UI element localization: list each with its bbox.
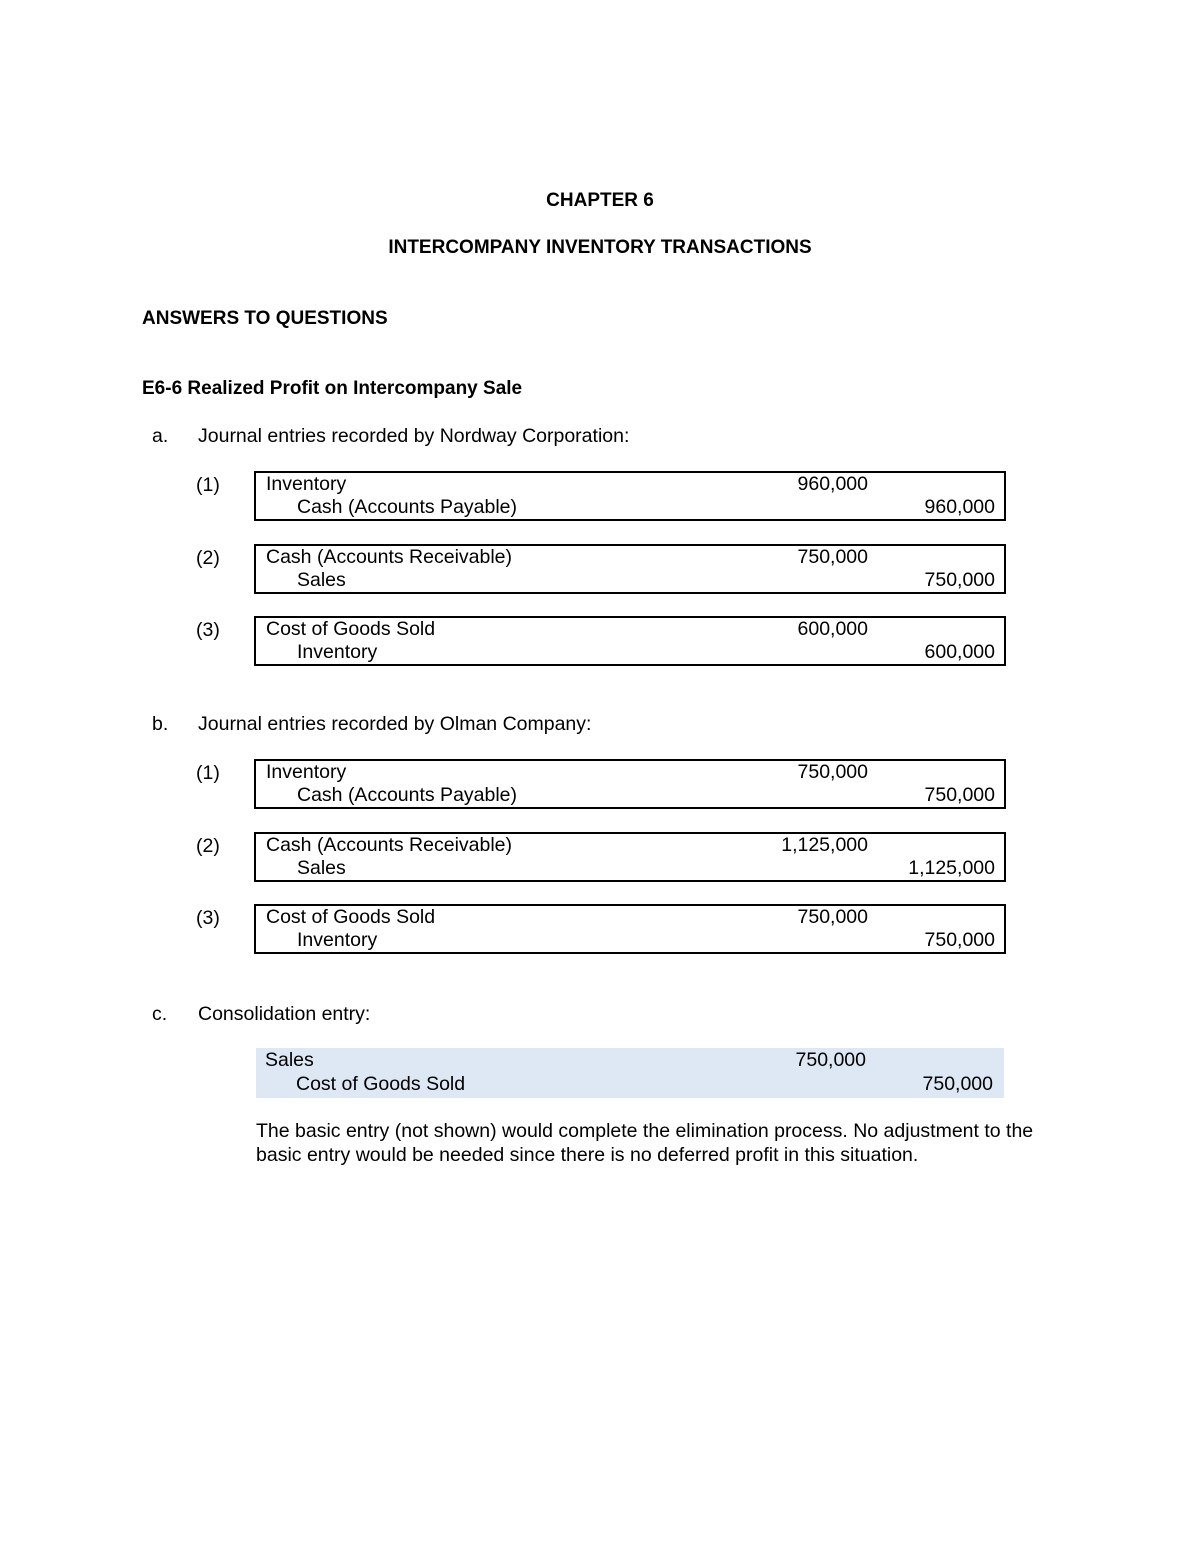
exercise-heading: E6-6 Realized Profit on Intercompany Sale	[142, 378, 523, 399]
debit-account: Sales	[265, 1049, 314, 1071]
consolidation-entry-box	[256, 1048, 1004, 1098]
debit-amount: 750,000	[797, 761, 868, 783]
credit-account: Sales	[297, 857, 346, 879]
part-c-letter: c.	[152, 1003, 168, 1025]
debit-line	[256, 1049, 1004, 1072]
entry-number: (2)	[196, 547, 220, 569]
part-a-letter: a.	[152, 425, 169, 447]
credit-account: Sales	[297, 569, 346, 591]
entry-number: (2)	[196, 835, 220, 857]
section-heading: ANSWERS TO QUESTIONS	[142, 308, 388, 329]
debit-line	[256, 761, 1004, 784]
credit-amount: 1,125,000	[908, 857, 995, 879]
credit-line	[256, 641, 1004, 664]
explanation-note: The basic entry (not shown) would complete the elimination process. No adjustment to the basic entry would be needed since there is no deferred profit in this situation.	[256, 1120, 1034, 1166]
debit-amount: 750,000	[797, 906, 868, 928]
journal-entry-box	[254, 616, 1006, 666]
credit-account: Inventory	[297, 929, 378, 951]
credit-account: Inventory	[297, 641, 378, 663]
debit-line	[256, 834, 1004, 857]
credit-amount: 750,000	[922, 1073, 993, 1095]
debit-amount: 750,000	[795, 1049, 866, 1071]
credit-line	[256, 569, 1004, 592]
debit-amount: 960,000	[797, 473, 868, 495]
journal-entry-box	[254, 832, 1006, 882]
debit-line	[256, 906, 1004, 929]
credit-line	[256, 857, 1004, 880]
journal-entry-box	[254, 544, 1006, 594]
part-b-label: Journal entries recorded by Olman Company:	[198, 713, 592, 735]
credit-account: Cash (Accounts Payable)	[297, 784, 518, 806]
entry-number: (1)	[196, 762, 220, 784]
credit-amount: 750,000	[924, 569, 995, 591]
debit-line	[256, 473, 1004, 496]
debit-account: Cash (Accounts Receivable)	[266, 834, 513, 856]
entry-number: (1)	[196, 474, 220, 496]
debit-amount: 750,000	[797, 546, 868, 568]
part-c-label: Consolidation entry:	[198, 1003, 371, 1025]
credit-line	[256, 929, 1004, 952]
debit-account: Inventory	[266, 761, 347, 783]
debit-line	[256, 546, 1004, 569]
part-a-label: Journal entries recorded by Nordway Corporation:	[198, 425, 630, 447]
credit-account: Cost of Goods Sold	[296, 1073, 466, 1095]
journal-entry-box	[254, 904, 1006, 954]
journal-entry-box	[254, 759, 1006, 809]
debit-amount: 600,000	[797, 618, 868, 640]
credit-account: Cash (Accounts Payable)	[297, 496, 518, 518]
debit-amount: 1,125,000	[781, 834, 868, 856]
entry-number: (3)	[196, 907, 220, 929]
debit-account: Cost of Goods Sold	[266, 906, 436, 928]
journal-entry-box	[254, 471, 1006, 521]
credit-amount: 750,000	[924, 784, 995, 806]
chapter-title: INTERCOMPANY INVENTORY TRANSACTIONS	[388, 237, 812, 258]
entry-number: (3)	[196, 619, 220, 641]
chapter-number: CHAPTER 6	[546, 190, 654, 211]
credit-line	[256, 784, 1004, 807]
credit-line	[256, 496, 1004, 519]
credit-amount: 750,000	[924, 929, 995, 951]
debit-line	[256, 618, 1004, 641]
debit-account: Cash (Accounts Receivable)	[266, 546, 513, 568]
part-b-letter: b.	[152, 713, 169, 735]
credit-amount: 600,000	[924, 641, 995, 663]
credit-amount: 960,000	[924, 496, 995, 518]
debit-account: Cost of Goods Sold	[266, 618, 436, 640]
credit-line	[256, 1073, 1004, 1096]
debit-account: Inventory	[266, 473, 347, 495]
